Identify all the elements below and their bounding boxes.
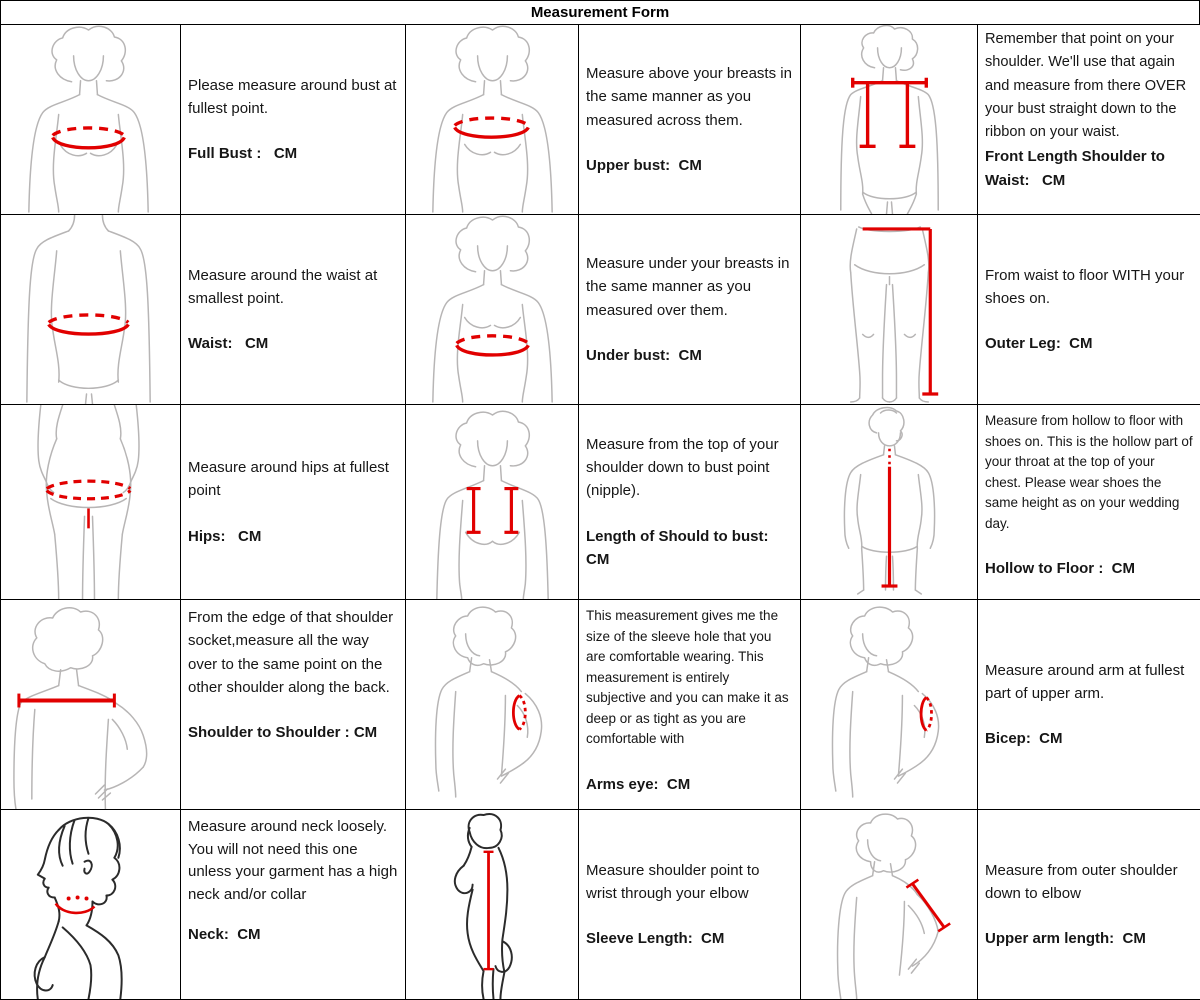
instruction-text: Measure under your breasts in the same manner as you measured over them.: [586, 255, 790, 319]
figure-cell: [405, 214, 578, 404]
instruction-text: Measure around the waist at smallest point.: [188, 266, 378, 307]
waist-figure: [1, 215, 180, 404]
sleeve-length-figure: [406, 810, 578, 999]
instruction-text: From waist to floor WITH your shoes on.: [985, 266, 1185, 307]
instruction-text: Please measure around bust at fullest point.: [188, 76, 397, 117]
measure-label: Bicep: CM: [985, 730, 1063, 748]
page-title: Measurement Form: [0, 0, 1200, 24]
figure-cell: [405, 24, 578, 214]
measure-label: Waist: CM: [188, 335, 269, 353]
measure-label: Outer Leg: CM: [985, 335, 1093, 353]
instruction-text: This measurement gives me the size of the sleeve hole that you are comfortable wearing. This measurement is entirely subjective and you can make it as deep or as tight as you are comfortable with: [586, 608, 789, 747]
figure-cell: [800, 214, 977, 404]
figure-cell: [800, 404, 977, 599]
measure-label: Hips: CM: [188, 527, 262, 545]
figure-cell: [0, 24, 180, 214]
front-length-figure: [801, 25, 977, 214]
instruction-text: Measure around arm at fullest part of upper arm.: [985, 661, 1185, 702]
measure-label: Arms eye: CM: [586, 775, 691, 793]
measure-label: Shoulder to Shoulder : CM: [188, 724, 378, 741]
instruction-text: Measure around neck loosely. You will not need this one unless your garment has a high neck and/or collar: [188, 818, 398, 903]
shoulder-to-shoulder-figure: [1, 600, 180, 809]
instruction-cell-shoulder-to-shoulder: [180, 599, 405, 809]
figure-cell: [0, 404, 180, 599]
instruction-text: Measure around hips at fullest point: [188, 459, 389, 500]
instruction-cell-neck: [180, 809, 405, 999]
instruction-text: Measure from the top of your shoulder down to bust point (nipple).: [586, 435, 779, 500]
measure-label: Neck: CM: [188, 926, 261, 943]
measure-label: Sleeve Length: CM: [586, 930, 725, 948]
arms-eye-figure: [406, 600, 578, 809]
figure-cell: [405, 404, 578, 599]
outer-leg-figure: [801, 215, 977, 404]
hips-figure: [1, 405, 180, 599]
figure-cell: [0, 214, 180, 404]
instruction-cell-upper-bust: [578, 24, 800, 214]
measure-label: Under bust: CM: [586, 346, 702, 364]
instruction-cell-upper-arm-length: [977, 809, 1200, 999]
measure-label: Front Length Shoulder to Waist: CM: [985, 147, 1170, 189]
figure-cell: [405, 599, 578, 809]
upper-arm-length-figure: [801, 810, 977, 999]
figure-cell: [800, 809, 977, 999]
instruction-cell-hips: [180, 404, 405, 599]
instruction-text: Measure from outer shoulder down to elbow: [985, 861, 1178, 902]
instruction-cell-arms-eye: [578, 599, 800, 809]
measurement-table: [0, 24, 1200, 1000]
instruction-cell-outer-leg: [977, 214, 1200, 404]
instruction-cell-under-bust: [578, 214, 800, 404]
measure-label: Hollow to Floor : CM: [985, 560, 1135, 578]
upper-bust-figure: [406, 25, 578, 214]
neck-figure: [1, 810, 180, 999]
figure-cell: [0, 599, 180, 809]
measure-label: Full Bust : CM: [188, 145, 298, 163]
figure-cell: [800, 599, 977, 809]
instruction-cell-waist: [180, 214, 405, 404]
measure-label: Length of Should to bust: CM: [586, 527, 777, 568]
instruction-cell-shoulder-to-bust: [578, 404, 800, 599]
measure-label: Upper arm length: CM: [985, 930, 1146, 948]
full-bust-figure: [1, 25, 180, 214]
instruction-text: From the edge of that shoulder socket,measure all the way over to the same point on the other shoulder along the back.: [188, 609, 394, 696]
measure-label: Upper bust: CM: [586, 156, 702, 174]
hollow-to-floor-figure: [801, 405, 977, 599]
instruction-cell-front-length: [977, 24, 1200, 214]
instruction-text: Measure from hollow to floor with shoes on. This is the hollow part of your throat at the top of your chest. Please wear shoes the same height as on your wedding day.: [985, 413, 1193, 531]
figure-cell: [0, 809, 180, 999]
figure-cell: [405, 809, 578, 999]
instruction-text: Measure shoulder point to wrist through your elbow: [586, 861, 760, 902]
under-bust-figure: [406, 215, 578, 404]
instruction-cell-full-bust: [180, 24, 405, 214]
shoulder-to-bust-figure: [406, 405, 578, 599]
instruction-cell-bicep: [977, 599, 1200, 809]
instruction-text: Remember that point on your shoulder. We'll use that again and measure from there OVER your bust straight down to the ribbon on your waist.: [985, 31, 1187, 141]
instruction-text: Measure above your breasts in the same manner as you measured across them.: [586, 65, 792, 129]
figure-cell: [800, 24, 977, 214]
instruction-cell-sleeve-length: [578, 809, 800, 999]
instruction-cell-hollow-to-floor: [977, 404, 1200, 599]
bicep-figure: [801, 600, 977, 809]
